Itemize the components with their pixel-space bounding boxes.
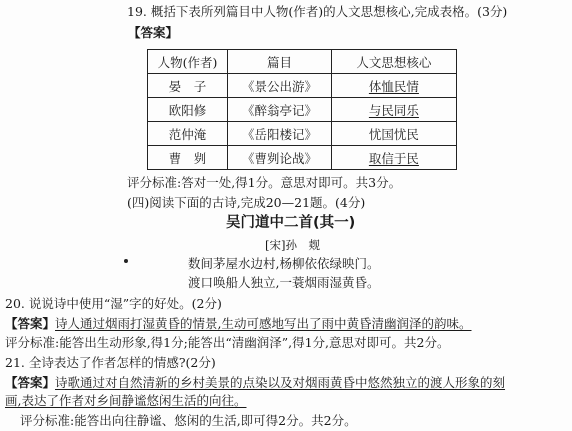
poem-author: [宋]孙 觌: [265, 238, 320, 252]
criteria-21: 评分标准:能答出向往静谧、悠闲的生活,即可得2分。共2分。: [20, 413, 357, 428]
ink-dot: [124, 259, 128, 263]
header-person: 人物(作者): [148, 50, 228, 74]
title-cell: 《曹刿论战》: [228, 146, 332, 170]
answer-tag-20: 【答案】: [5, 316, 56, 331]
core-cell: 忧国忧民: [331, 122, 456, 146]
header-title: 篇目: [228, 50, 332, 74]
question-19: 19. 概括下表所列篇目中人物(作者)的人文思想核心,完成表格。(3分): [127, 4, 508, 19]
criteria-20: 评分标准:能答出生动形象,得1分;能答出“清幽润泽”,得1分,意思对即可。共2分。: [5, 335, 450, 350]
poem-line-2: 渡口唤船人独立,一蓑烟雨湿黄昏。: [188, 275, 380, 290]
header-core: 人文思想核心: [331, 50, 456, 74]
person-cell: 范仲淹: [148, 122, 228, 146]
poem-title: 吴门道中二首(其一): [226, 215, 356, 231]
person-cell: 曹 刿: [148, 146, 228, 170]
question-21: 21. 全诗表达了作者怎样的情感?(2分): [5, 355, 216, 370]
core-cell: 取信于民: [331, 146, 456, 170]
table-header-row: [148, 50, 457, 74]
answer-tag-21: 【答案】: [5, 375, 56, 390]
title-cell: 《醉翁亭记》: [228, 98, 332, 122]
question-20: 20. 说说诗中使用“湿”字的好处。(2分): [5, 296, 222, 311]
section-4-heading: (四)阅读下面的古诗,完成20—21题。(4分): [127, 195, 366, 210]
table-row: [148, 122, 457, 146]
core-cell: 与民同乐: [331, 98, 456, 122]
core-cell: 体恤民情: [331, 74, 456, 98]
table-row: [148, 74, 457, 98]
person-cell: 欧阳修: [148, 98, 228, 122]
criteria-19: 评分标准:答对一处,得1分。意思对即可。共3分。: [127, 175, 402, 190]
table-row: [148, 98, 457, 122]
answer-tag-19: 【答案】: [128, 25, 179, 40]
answer-21-line-1: 诗歌通过对自然清新的乡村美景的点染以及对烟雨黄昏中悠然独立的渡人形象的刻: [55, 375, 506, 390]
table-row: [148, 146, 457, 170]
answer-21-line-2: 画,表达了作者对乡间静谧悠闲生活的向往。: [5, 393, 247, 408]
person-cell: 晏 子: [148, 74, 228, 98]
title-cell: 《岳阳楼记》: [228, 122, 332, 146]
title-cell: 《景公出游》: [228, 74, 332, 98]
poem-line-1: 数间茅屋水边村,杨柳依依绿映门。: [188, 256, 380, 271]
answer-table: [147, 49, 457, 170]
answer-20: 诗人通过烟雨打湿黄昏的情景,生动可感地写出了雨中黄昏清幽润泽的韵味。: [55, 316, 472, 331]
